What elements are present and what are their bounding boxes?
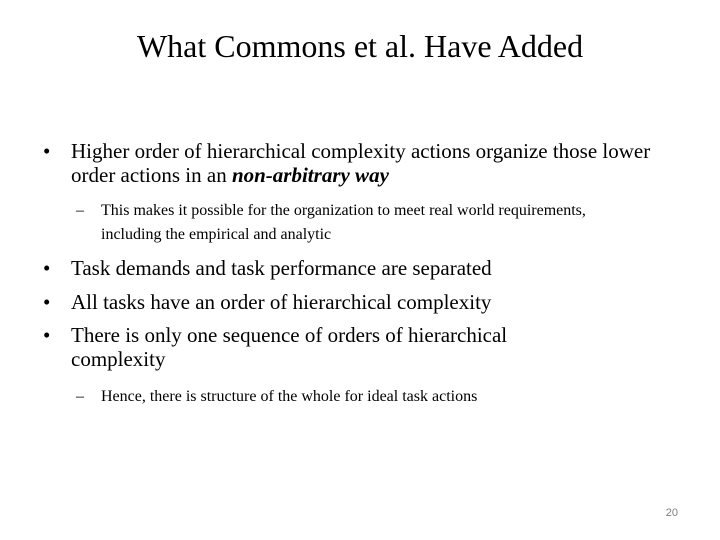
bullet-3 xyxy=(0,290,720,314)
sub-bullet-4-text: Hence, there is structure of the whole for ideal task actions xyxy=(101,388,478,405)
bullet-marker: • xyxy=(43,323,51,347)
bullet-1-text: Higher order of hierarchical complexity actions organize those lower order actions in an xyxy=(71,139,651,187)
bullet-4-text: There is only one sequence of orders of hierarchical complexity xyxy=(71,323,508,371)
bullet-2-line xyxy=(0,256,691,280)
bullet-3-line xyxy=(0,290,691,314)
bullet-4 xyxy=(0,323,720,371)
page-number: 20 xyxy=(665,507,678,519)
bullet-1-line xyxy=(0,139,691,187)
bullet-marker: • xyxy=(43,256,51,280)
slide-title: What Commons et al. Have Added xyxy=(136,28,584,64)
sub-bullet-1-text: This makes it possible for the organization to meet real world requirements, including the empirical and analytic xyxy=(101,202,586,243)
sub-bullet-marker: – xyxy=(76,388,84,405)
bullet-1-emphasis: non-arbitrary way xyxy=(231,163,389,187)
bullet-1 xyxy=(0,139,720,187)
sub-bullet-1 xyxy=(0,199,720,247)
bullet-4-line xyxy=(0,323,591,371)
bullet-marker: • xyxy=(43,290,51,314)
bullet-2-text: Task demands and task performance are separated xyxy=(71,256,492,280)
sub-bullet-4-line xyxy=(0,385,621,409)
sub-bullet-1-line xyxy=(0,199,621,247)
sub-bullet-4 xyxy=(0,385,720,409)
bullet-2 xyxy=(0,256,720,280)
bullet-marker: • xyxy=(43,139,51,163)
sub-bullet-marker: – xyxy=(76,202,84,219)
bullet-3-text: All tasks have an order of hierarchical complexity xyxy=(71,290,492,314)
